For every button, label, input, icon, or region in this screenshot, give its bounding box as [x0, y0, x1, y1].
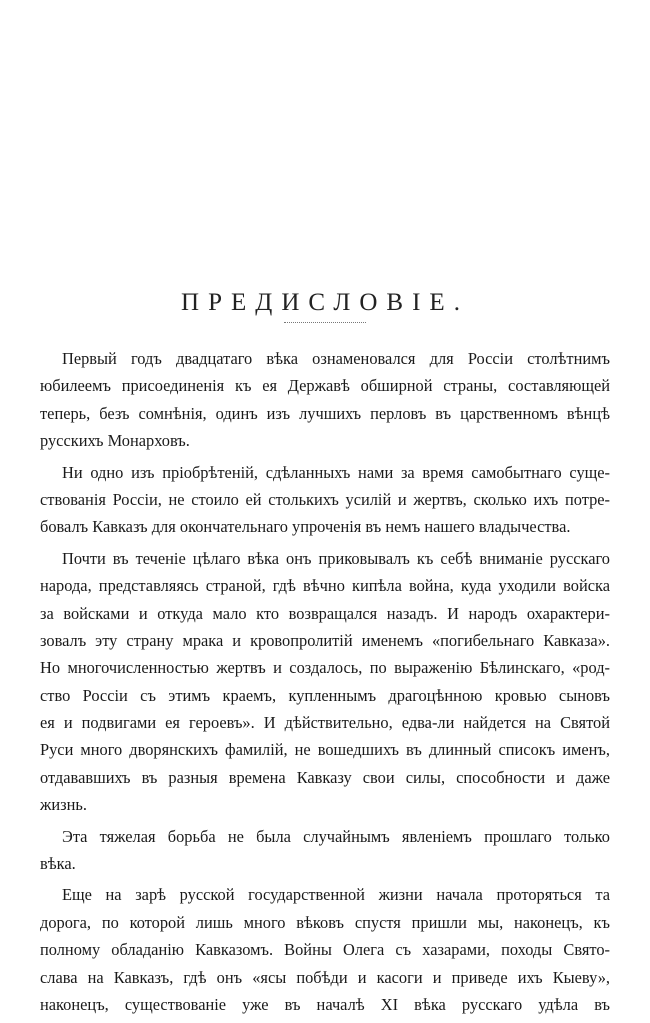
- text-line: слава на Кавказъ, гдѣ онъ «ясы побѣди и касоги и приведе ихъ Кыеву»,: [40, 967, 610, 987]
- paragraph: [40, 459, 610, 541]
- text-line: за войсками и откуда мало кто возвращался назадъ. И народъ охарактери-: [40, 603, 610, 623]
- text-line: Но многочисленностью жертвъ и создалось, по выраженію Бѣлинскаго, «род-: [40, 658, 610, 678]
- text-line: дорога, по которой лишь много вѣковъ спустя пришли мы, наконецъ, къ: [40, 912, 610, 932]
- paragraph: [40, 345, 610, 455]
- page-title: ПРЕДИСЛОВІЕ.: [181, 288, 469, 316]
- text-line: русскихъ Монарховъ.: [40, 431, 190, 451]
- text-line: Еще на зарѣ русской государственной жизни начала проторяться та: [62, 885, 610, 905]
- ornament-divider: [284, 322, 366, 327]
- paragraph: [40, 545, 610, 819]
- text-line: зовалъ эту страну мрака и кровопролитій именемъ «погибельнаго Кавказа».: [40, 630, 610, 650]
- text-line: Руси много дворянскихъ фамилій, не вошедшихъ въ длинный списокъ именъ,: [40, 740, 610, 760]
- text-line: полному обладанію Кавказомъ. Войны Олега съ хазарами, походы Свято-: [40, 940, 610, 960]
- text-line: бовалъ Кавказъ для окончательнаго упроченія въ немъ нашего владычества.: [40, 517, 571, 537]
- text-line: Ни одно изъ пріобрѣтеній, сдѣланныхъ нами за время самобытнаго суще-: [62, 462, 610, 482]
- text-line: Эта тяжелая борьба не была случайнымъ явленіемъ прошлаго только: [62, 826, 610, 846]
- text-line: наконецъ, существованіе уже въ началѣ XI вѣка русскаго удѣла въ: [40, 994, 610, 1014]
- text-line: вѣка.: [40, 854, 76, 874]
- paragraph: [40, 823, 610, 878]
- text-line: ство Россіи съ этимъ краемъ, купленнымъ драгоцѣнною кровью сыновъ: [40, 685, 610, 705]
- text-line: жизнь.: [40, 795, 87, 815]
- text-line: Почти въ теченіе цѣлаго вѣка онъ приковывалъ къ себѣ вниманіе русскаго: [62, 548, 610, 568]
- text-line: теперь, безъ сомнѣнія, одинъ изъ лучшихъ перловъ въ царственномъ вѣнцѣ: [40, 403, 610, 423]
- text-line: юбилеемъ присоединенія къ ея Державѣ обширной страны, составляющей: [40, 376, 610, 396]
- text-line: отдававшихъ въ разныя времена Кавказу свои силы, способности и даже: [40, 767, 610, 787]
- text-line: Первый годъ двадцатаго вѣка ознаменовался для Россіи столѣтнимъ: [62, 349, 610, 368]
- paragraph: [40, 881, 610, 1018]
- text-line: ея и подвигами ея героевъ». И дѣйствительно, едва-ли найдется на Святой: [40, 713, 610, 733]
- text-line: народа, представляясь страной, гдѣ вѣчно кипѣла война, куда уходили войска: [40, 576, 610, 596]
- text-line: ствованія Россіи, не стоило ей столькихъ усилій и жертвъ, сколько ихъ потре-: [40, 489, 610, 509]
- body-text: [40, 345, 610, 1018]
